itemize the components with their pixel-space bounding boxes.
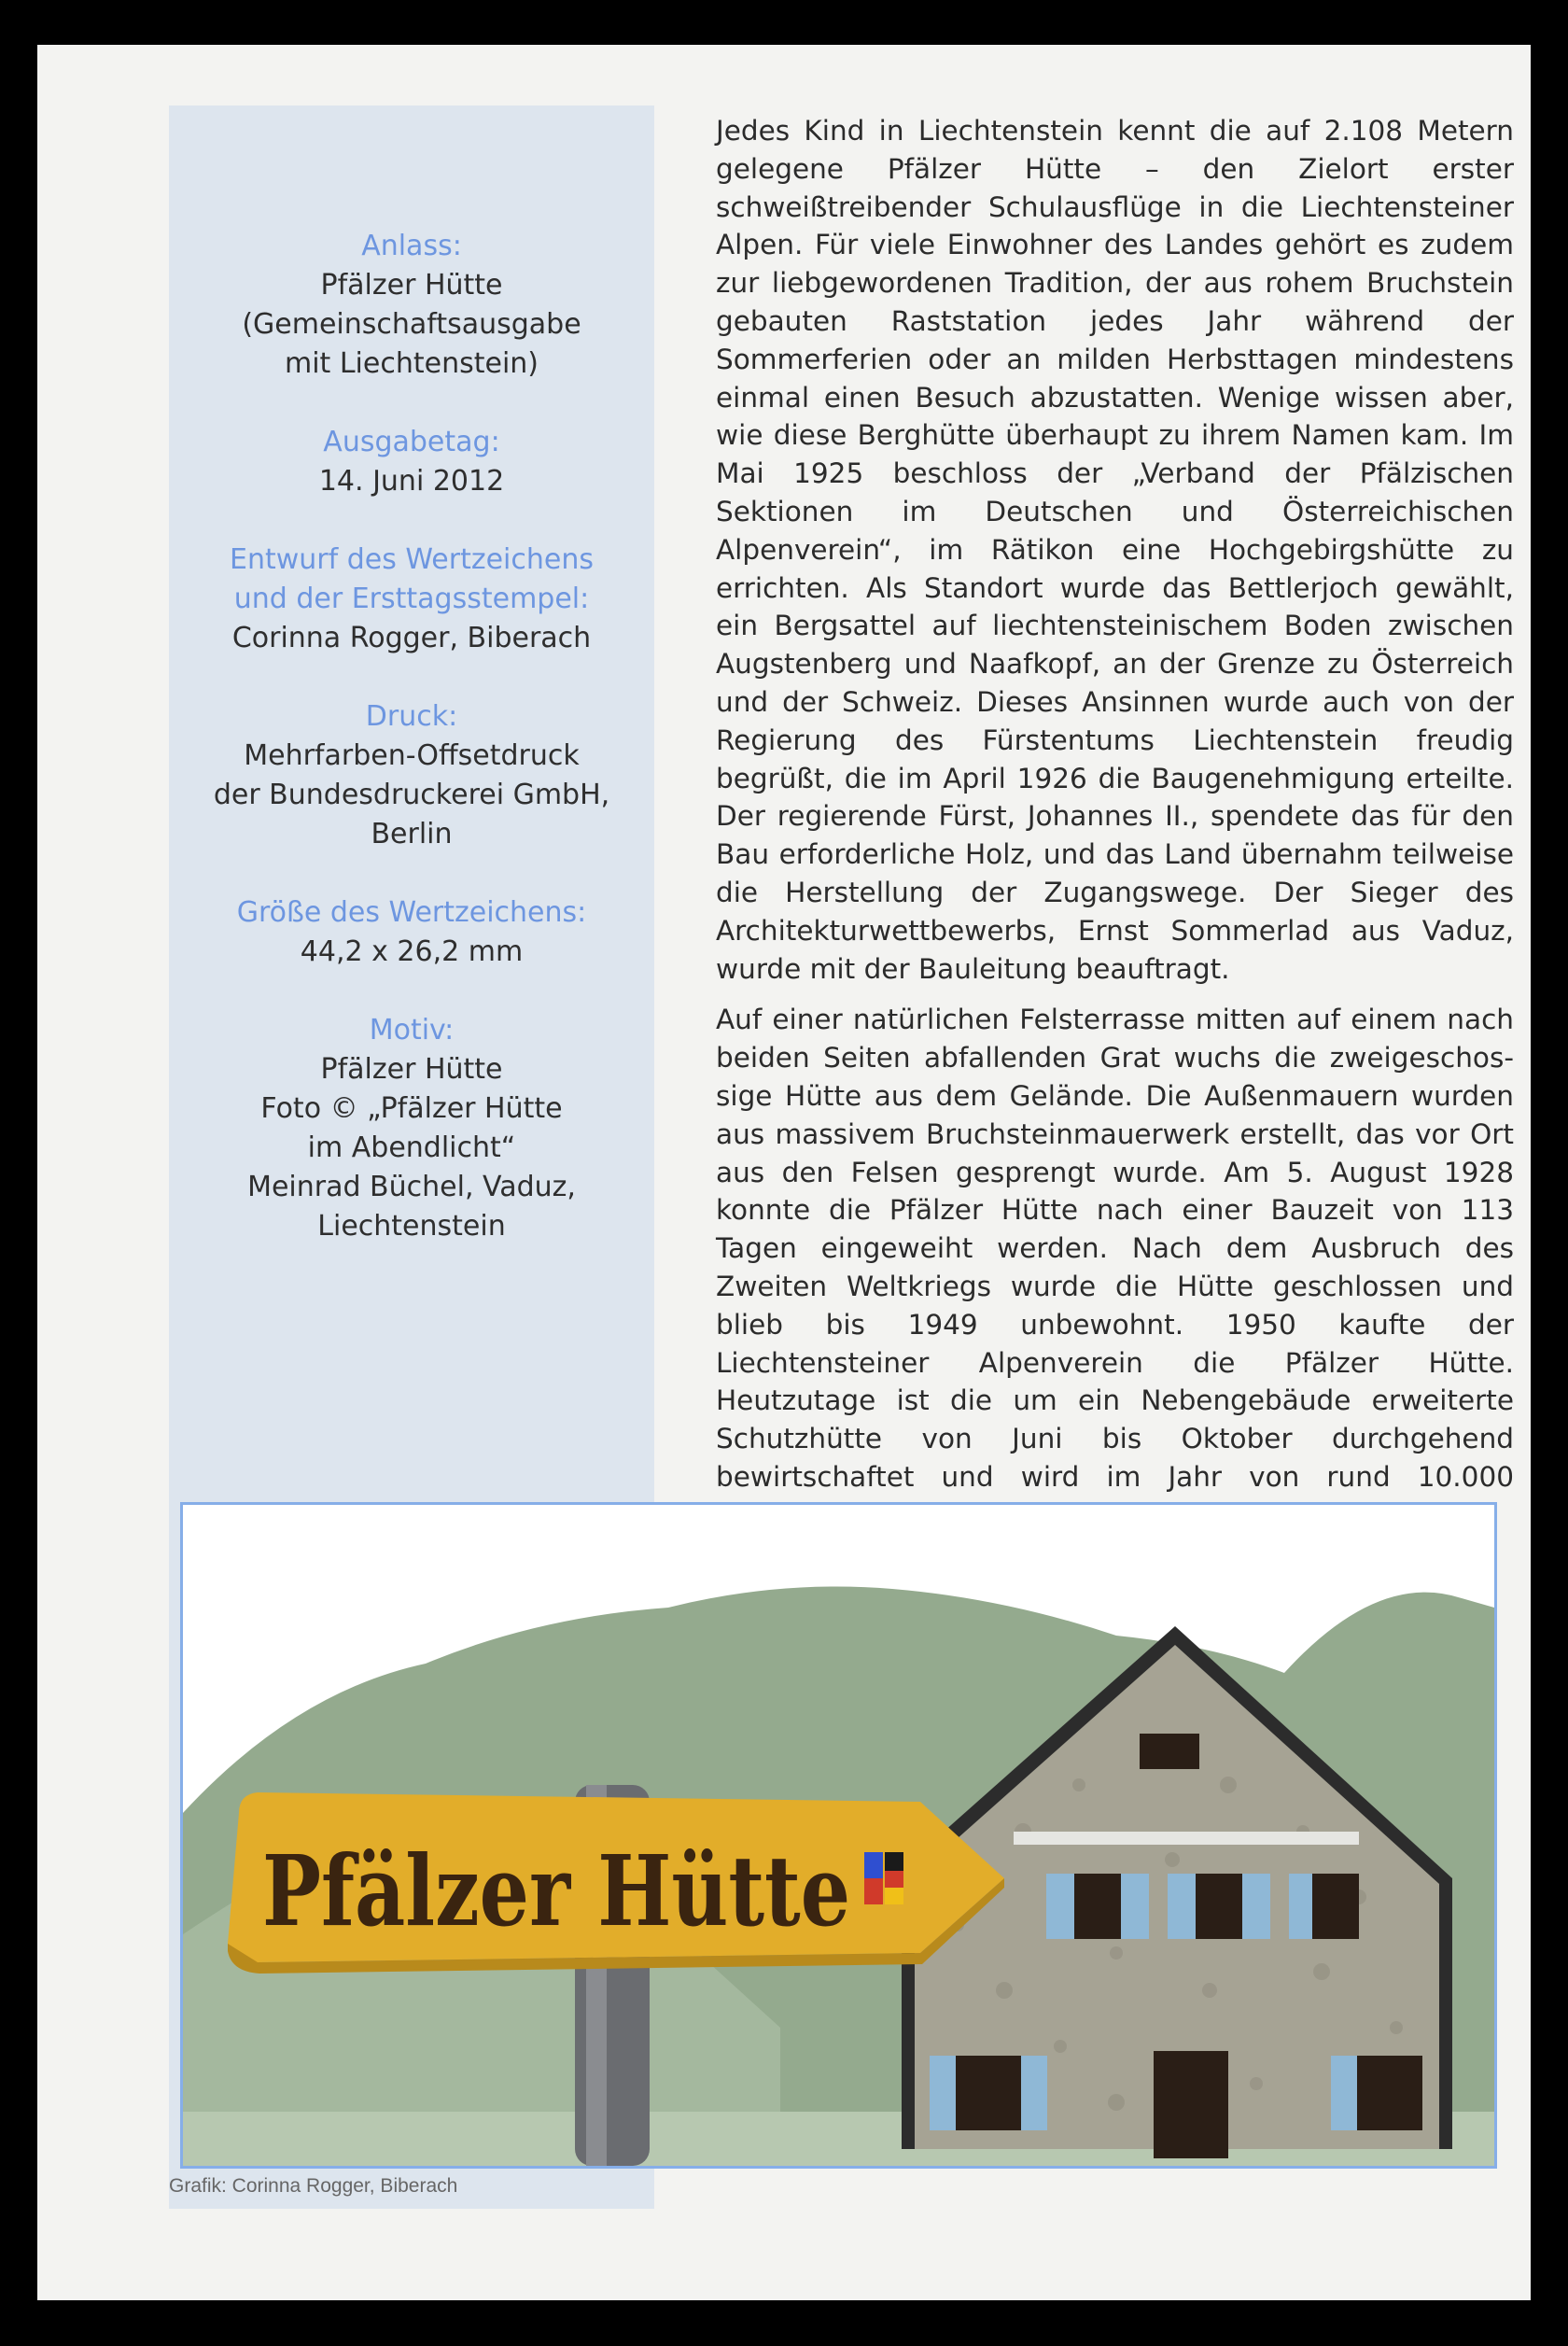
info-block-print bbox=[169, 697, 654, 854]
balcony-rail bbox=[1014, 1832, 1359, 1845]
info-label: Druck: bbox=[365, 700, 458, 733]
image-credit: Grafik: Corinna Rogger, Biberach bbox=[169, 2175, 458, 2197]
info-value: Mehrfarben-Offsetdruck der Bundesdruckerei GmbH, Berlin bbox=[213, 739, 610, 850]
info-label: Entwurf des Wertzeichens und der Ersttagsstempel: bbox=[230, 543, 594, 615]
stamp-info-list bbox=[169, 227, 654, 1285]
sign-text: Pfälzer Hütte bbox=[262, 1833, 850, 1948]
illustration-svg bbox=[183, 1505, 1494, 2166]
info-value: Pfälzer Hütte Foto © „Pfälzer Hütte im Abendlicht“ Meinrad Büchel, Vaduz, Liechtenstein bbox=[247, 1053, 576, 1243]
document-page bbox=[37, 45, 1531, 2300]
attic-window bbox=[1140, 1734, 1199, 1769]
info-block-design bbox=[169, 541, 654, 658]
info-value: 14. Juni 2012 bbox=[318, 465, 505, 498]
info-label: Größe des Wertzeichens: bbox=[236, 896, 587, 929]
info-label: Motiv: bbox=[369, 1014, 455, 1047]
info-label: Anlass: bbox=[361, 230, 462, 262]
info-block-issue-date bbox=[169, 423, 654, 501]
info-block-occasion bbox=[169, 227, 654, 384]
article-text bbox=[716, 112, 1514, 1547]
info-label: Ausgabetag: bbox=[323, 426, 500, 458]
upper-windows bbox=[1046, 1874, 1359, 1939]
info-value: Pfälzer Hütte (Gemeinschaftsausgabe mit Liechtenstein) bbox=[242, 269, 581, 380]
info-value: Corinna Rogger, Biberach bbox=[231, 622, 592, 654]
article-paragraph: Auf einer natürlichen Felsterrasse mitten auf einem nach beiden Seiten abfallenden Grat wuchs die zweigeschossige Hütte aus dem Gelände. Die Außenmauern wurden aus massivem Bruchsteinmauerwerk erstellt, das vor Ort aus den Felsen gesprengt wurde. Am 5. August 1928 konnte die Pfälzer Hütte nach einer Bauzeit von 113 Tagen eingeweiht werden. Nach dem Ausbruch des Zweiten Weltkriegs wurde die Hütte geschlossen und blieb bis 1949 unbewohnt. 1950 kaufte der Liechtensteiner Alpenverein die Pfälzer Hütte. Heutzutage ist die um ein Nebengebäude erweiterte Schutzhütte von Juni bis Oktober durchgehend bewirtschaftet und wird im Jahr von rund 10.000 bbox=[716, 1004, 1514, 1493]
info-block-size bbox=[169, 893, 654, 972]
info-block-motif bbox=[169, 1011, 654, 1246]
article-paragraph: Jedes Kind in Liechtenstein kennt die auf 2.108 Metern gelegene Pfälzer Hütte – den Zielort erster schweißtreibender Schulausflüge in die Liechtensteiner Alpen. Für viele Einwohner des Landes gehört es zudem zur liebgewordenen Tradition, der aus rohem Bruchstein gebauten Raststation jedes Jahr während der Sommerferien oder an milden Herbsttagen mindestens einmal einen Besuch abzustatten. Wenige wissen aber, wie diese Berghütte überhaupt zu ihrem Namen kam. Im Mai 1925 beschloss der „Verband der Pfälzischen Sektionen im Deutschen und Österreichischen Alpenverein“, im Rätikon eine Hochgebirgshütte zu errichten. Als Standort wurde das Bettlerjoch gewählt, ein Bergsattel auf liechtensteinischem Boden zwischen Augstenberg und Naafkopf, an der Grenze zu Österreich und der Schweiz. Dieses Ansinnen wurde auch von der Regierung des Fürstentums Liechtenstein freudig begrüßt, die im April 1926 die Baugenehmigung erteilte. Der regierende Fürst, Johannes II., spendete das für den Bau erforderliche Holz, und das Land übernahm teilweise die Herstellung der Zugangswege. Der Sieger des Architekturwettbewerbs, Ernst Sommerlad aus Vaduz, wurde mit der Bauleitung beauftragt. bbox=[716, 115, 1514, 985]
stamp-illustration bbox=[180, 1502, 1497, 2169]
info-value: 44,2 x 26,2 mm bbox=[300, 935, 524, 968]
